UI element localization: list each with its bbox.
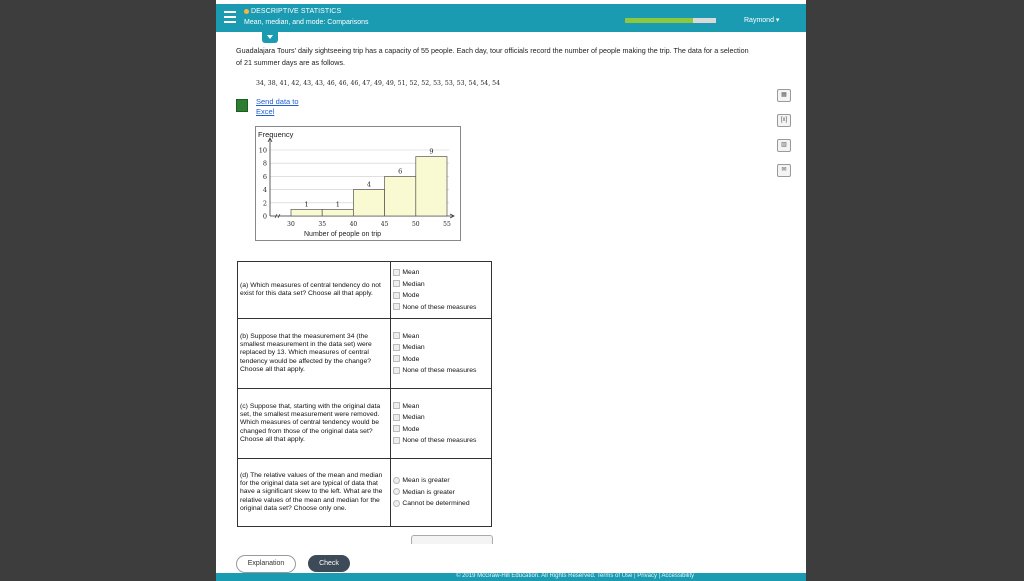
y-tick-label: 0 (262, 212, 267, 221)
part-b-prompt: (b) Suppose that the measurement 34 (the smallest measurement in the data set) were replaced by 13. Which measures of central tendency would be affected by the change? Choose all that apply. (238, 319, 391, 389)
checkbox[interactable] (393, 414, 400, 421)
excel-icon[interactable] (236, 99, 248, 112)
bar-data-label: 1 (335, 200, 340, 209)
topic-title: Mean, median, and mode: Comparisons (244, 19, 369, 26)
histogram-bar (322, 209, 353, 216)
part-d-option-cannot-determine[interactable]: Cannot be determined (393, 498, 489, 510)
section-text: DESCRIPTIVE STATISTICS (251, 8, 342, 15)
histogram-svg (256, 127, 460, 240)
y-tick-label: 8 (262, 159, 267, 168)
copyright-text: © 2019 McGraw-Hill Education. All Rights Reserved. Terms of Use | Privacy | Accessibility (456, 573, 695, 579)
part-b-option-none[interactable]: None of these measures (393, 365, 489, 377)
checkbox[interactable] (393, 425, 400, 432)
progress-fill (625, 18, 693, 23)
histogram-bar (353, 190, 384, 216)
part-c-options (391, 389, 492, 459)
mail-icon[interactable]: ✉ (777, 164, 791, 177)
part-c-prompt: (c) Suppose that, starting with the original data set, the smallest measurement were removed. Which measures of central tendency would be changed from those of the original data set? Choose all that apply. (238, 389, 391, 459)
part-b-option-mean[interactable]: Mean (393, 331, 489, 343)
menu-icon[interactable] (224, 11, 236, 23)
section-label (244, 8, 341, 15)
send-to-excel-link[interactable]: Send data to Excel (256, 97, 299, 116)
radio[interactable] (393, 477, 400, 484)
table-icon[interactable]: ▥ (777, 139, 791, 152)
user-menu[interactable]: Raymond ▾ (744, 17, 780, 24)
progress-bar (625, 18, 716, 23)
histogram-bar (385, 176, 416, 216)
histogram-bar (416, 157, 447, 216)
histogram (255, 126, 461, 241)
x-tick-label: 35 (318, 221, 327, 228)
part-d-row (238, 459, 492, 527)
part-c-option-mode[interactable]: Mode (393, 424, 489, 436)
checkbox[interactable] (393, 402, 400, 409)
radio[interactable] (393, 488, 400, 495)
question-text: Guadalajara Tours' daily sightseeing trip has a capacity of 55 people. Each day, tour officials record the number of people making the trip. The data for a selection of 21 summer days are as follows. (236, 46, 749, 67)
checkbox[interactable] (393, 280, 400, 287)
bar-data-label: 4 (366, 180, 372, 189)
collapse-toggle-icon[interactable] (262, 32, 278, 43)
content-frame (216, 0, 806, 581)
part-b-option-mode[interactable]: Mode (393, 354, 489, 366)
part-a-prompt: (a) Which measures of central tendency do not exist for this data set? Choose all that apply. (238, 262, 391, 319)
part-a-option-median[interactable]: Median (393, 279, 489, 291)
histogram-bar (291, 209, 322, 216)
bar-data-label: 6 (398, 167, 403, 176)
top-bar (216, 4, 806, 32)
part-d-option-median-greater[interactable]: Median is greater (393, 487, 489, 499)
checkbox[interactable] (393, 355, 400, 362)
explanation-button[interactable]: Explanation (236, 555, 296, 573)
chart-title: Frequency (258, 130, 294, 139)
part-d-options (391, 459, 492, 527)
x-tick-label: 55 (443, 221, 451, 228)
bar-data-label: 1 (304, 200, 309, 209)
part-c-option-none[interactable]: None of these measures (393, 435, 489, 447)
chart-xlabel: Number of people on trip (304, 231, 382, 238)
part-a-options (391, 262, 492, 319)
checkbox[interactable] (393, 269, 400, 276)
part-b-row (238, 319, 492, 389)
formula-icon[interactable]: [x] (777, 114, 791, 127)
y-tick-label: 10 (258, 146, 267, 155)
y-tick-label: 4 (262, 186, 267, 195)
answer-panel-tab[interactable] (411, 535, 493, 544)
data-list: 34, 38, 41, 42, 43, 43, 46, 46, 46, 47, 49, 49, 51, 52, 52, 53, 53, 53, 54, 54, 54 (256, 80, 501, 87)
part-b-option-median[interactable]: Median (393, 342, 489, 354)
x-tick-label: 50 (411, 221, 420, 228)
part-a-option-none[interactable]: None of these measures (393, 302, 489, 314)
x-tick-label: 45 (380, 221, 389, 228)
y-tick-label: 6 (262, 172, 267, 181)
status-dot-icon (244, 9, 249, 14)
checkbox[interactable] (393, 344, 400, 351)
y-tick-label: 2 (262, 199, 267, 208)
part-a-option-mode[interactable]: Mode (393, 290, 489, 302)
part-d-prompt: (d) The relative values of the mean and median for the original data set are typical of data that have a significant skew to the left. What are the relative values of the mean and median for the original data set? Choose only one. (238, 459, 391, 527)
part-c-row (238, 389, 492, 459)
part-b-options (391, 319, 492, 389)
checkbox[interactable] (393, 303, 400, 310)
check-button[interactable]: Check (308, 555, 350, 572)
question-table (237, 261, 492, 527)
part-a-row (238, 262, 492, 319)
checkbox[interactable] (393, 332, 400, 339)
bar-data-label: 9 (429, 147, 434, 156)
calculator-icon[interactable]: ▦ (777, 89, 791, 102)
checkbox[interactable] (393, 437, 400, 444)
user-name[interactable]: Raymond (744, 17, 774, 24)
checkbox[interactable] (393, 292, 400, 299)
x-tick-label: 30 (287, 221, 295, 228)
x-tick-label: 40 (349, 221, 358, 228)
part-c-option-mean[interactable]: Mean (393, 401, 489, 413)
part-d-option-mean-greater[interactable]: Mean is greater (393, 475, 489, 487)
part-a-option-mean[interactable]: Mean (393, 267, 489, 279)
checkbox[interactable] (393, 367, 400, 374)
part-c-option-median[interactable]: Median (393, 412, 489, 424)
radio[interactable] (393, 500, 400, 507)
